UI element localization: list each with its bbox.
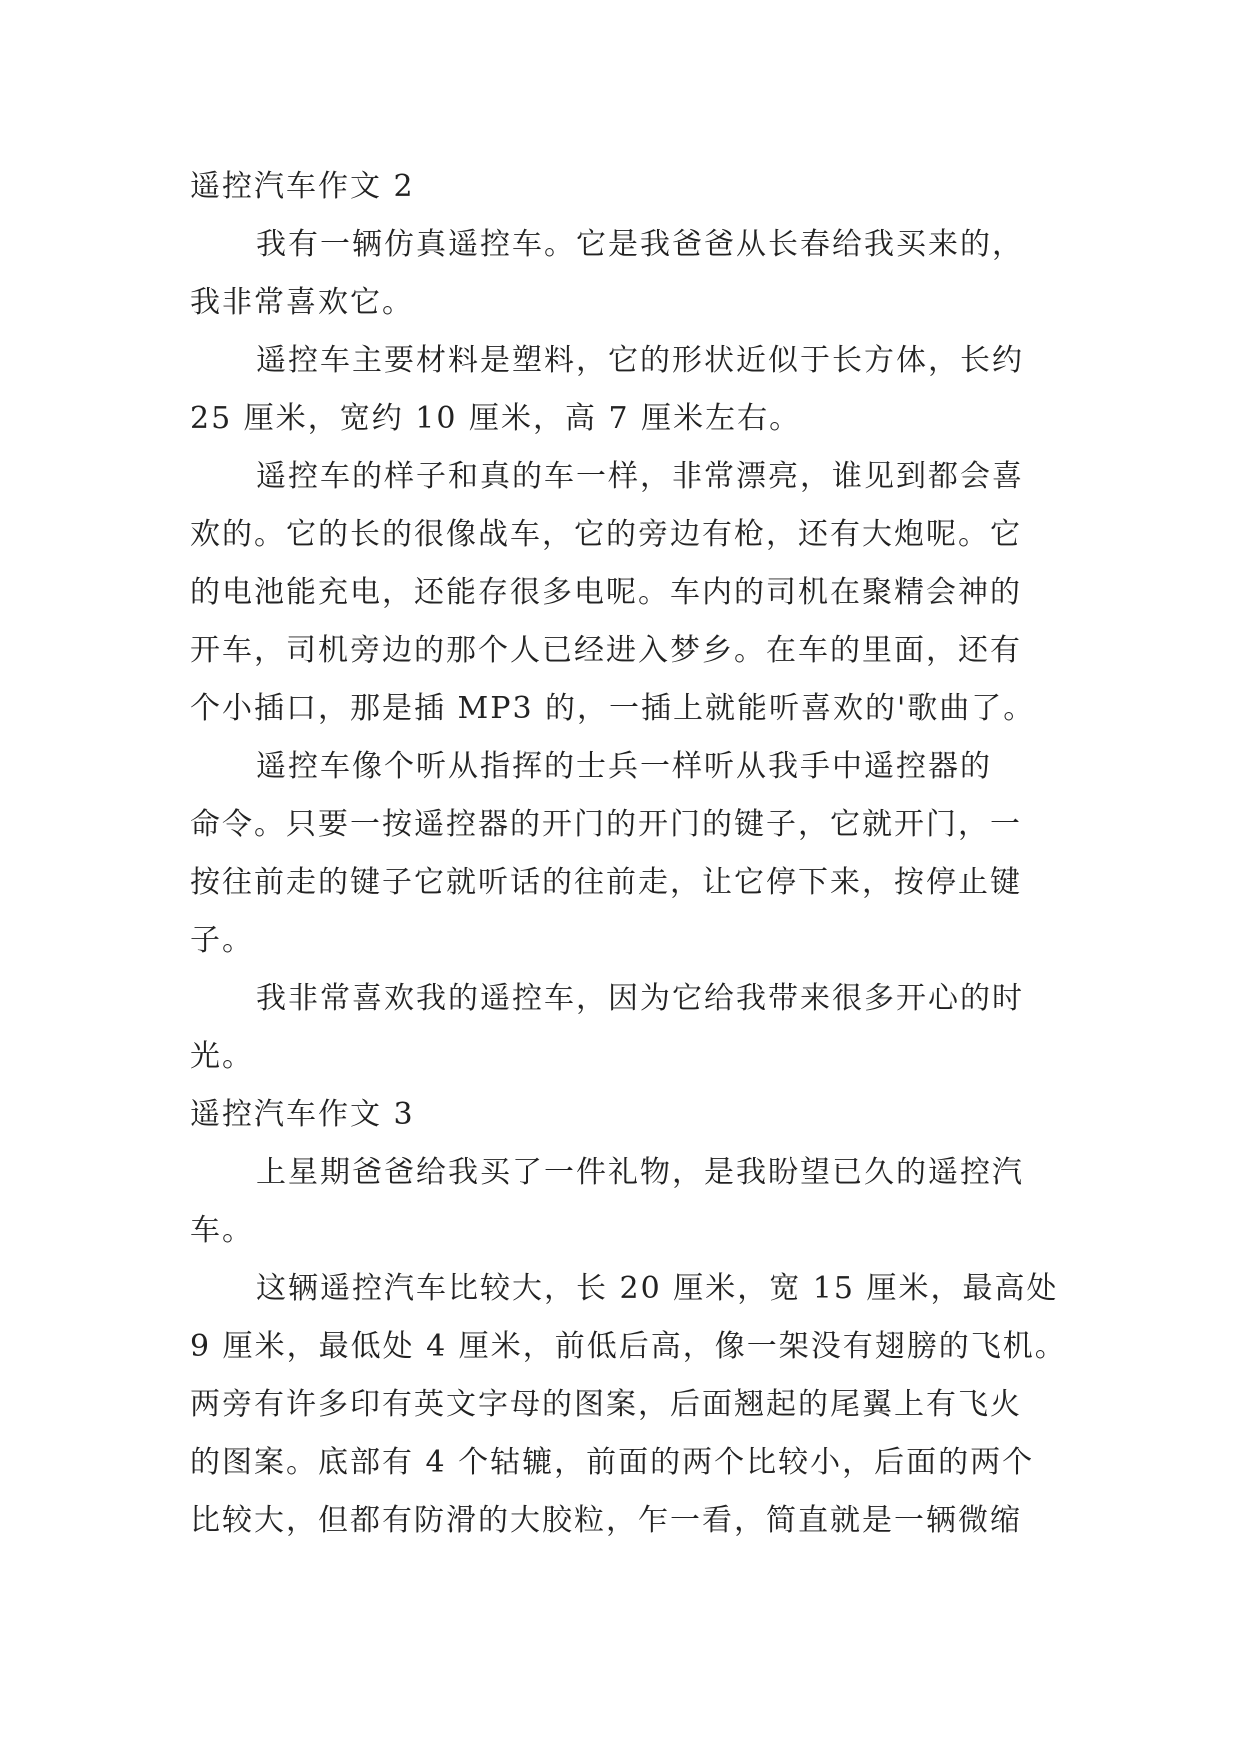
text-line: 遥控车主要材料是塑料，它的形状近似于长方体，长约	[256, 343, 1024, 378]
text-line: 光。	[190, 1039, 254, 1074]
paragraph	[190, 1144, 1053, 1260]
text-line: 欢的。它的长的很像战车，它的旁边有枪，还有大炮呢。它	[190, 517, 1022, 552]
text-line: 上星期爸爸给我买了一件礼物，是我盼望已久的遥控汽	[256, 1155, 1024, 1190]
section-heading: 遥控汽车作文 2	[190, 169, 415, 204]
paragraph	[190, 332, 1053, 448]
text-line: 比较大，但都有防滑的大胶粒，乍一看，简直就是一辆微缩	[190, 1503, 1022, 1538]
paragraph	[190, 970, 1053, 1086]
text-line: 9 厘米，最低处 4 厘米，前低后高，像一架没有翅膀的飞机。	[190, 1329, 1067, 1364]
paragraph	[190, 448, 1053, 738]
text-line: 这辆遥控汽车比较大，长 20 厘米，宽 15 厘米，最高处	[256, 1271, 1059, 1306]
paragraph	[190, 216, 1053, 332]
text-line: 两旁有许多印有英文字母的图案，后面翘起的尾翼上有飞火	[190, 1387, 1022, 1422]
text-line: 子。	[190, 923, 254, 958]
section-heading: 遥控汽车作文 3	[190, 1097, 415, 1132]
text-line: 按往前走的键子它就听话的往前走，让它停下来，按停止键	[190, 865, 1022, 900]
text-line: 我非常喜欢我的遥控车，因为它给我带来很多开心的时	[256, 981, 1024, 1016]
text-line: 遥控车的样子和真的车一样，非常漂亮，谁见到都会喜	[256, 459, 1024, 494]
paragraph	[190, 1260, 1067, 1550]
text-line: 的电池能充电，还能存很多电呢。车内的司机在聚精会神的	[190, 575, 1022, 610]
text-line: 命令。只要一按遥控器的开门的开门的键子，它就开门，一	[190, 807, 1022, 842]
paragraph	[190, 738, 1053, 970]
text-line: 25 厘米，宽约 10 厘米，高 7 厘米左右。	[190, 401, 802, 436]
text-line: 车。	[190, 1213, 254, 1248]
text-line: 的图案。底部有 4 个轱辘，前面的两个比较小，后面的两个	[190, 1445, 1035, 1480]
text-line: 我有一辆仿真遥控车。它是我爸爸从长春给我买来的，	[256, 227, 1024, 262]
text-line: 个小插口，那是插 MP3 的，一插上就能听喜欢的'歌曲了。	[190, 691, 1036, 726]
document-body	[190, 158, 1067, 1550]
text-line: 遥控车像个听从指挥的士兵一样听从我手中遥控器的	[256, 749, 992, 784]
text-line: 我非常喜欢它。	[190, 285, 414, 320]
text-line: 开车，司机旁边的那个人已经进入梦乡。在车的里面，还有	[190, 633, 1022, 668]
